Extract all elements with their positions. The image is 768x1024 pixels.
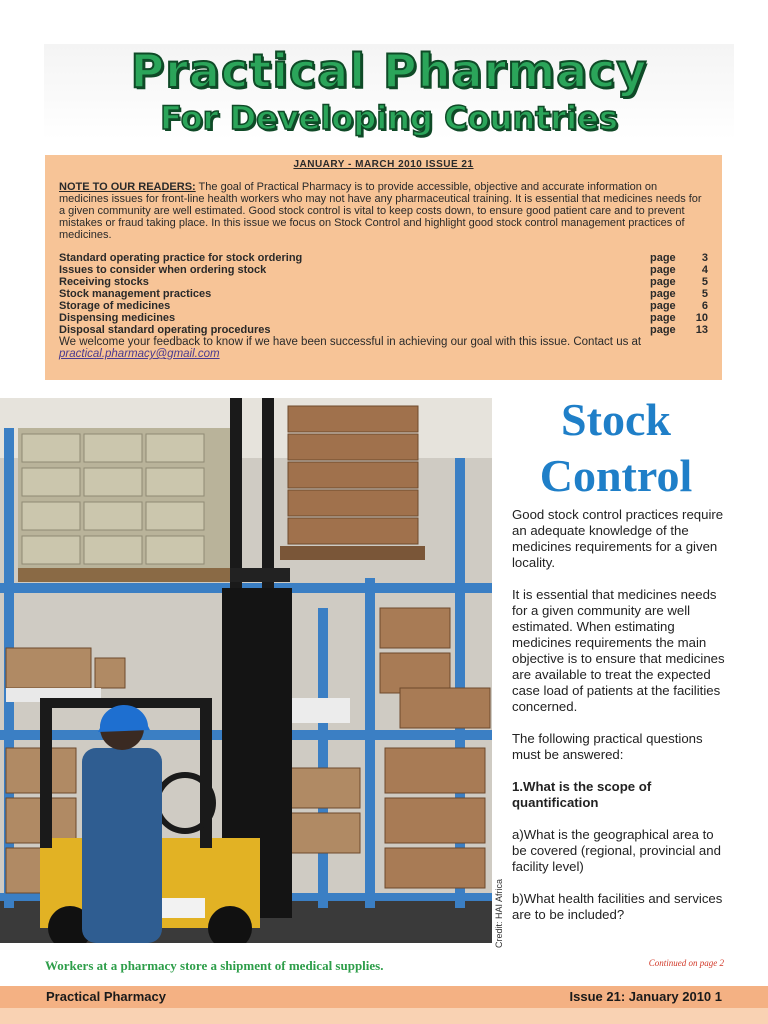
article-paragraph: Good stock control practices require an adequate knowledge of the medicines requirements for a given locality. <box>512 507 724 570</box>
issue-line: JANUARY - MARCH 2010 ISSUE 21 <box>293 159 474 170</box>
continued-note: Continued on page 2 <box>648 958 724 968</box>
photo-credit: Credit: HAI Africa <box>494 878 504 948</box>
warehouse-photo <box>0 398 492 943</box>
toc-item[interactable] <box>59 288 708 300</box>
footer-issue-page: Issue 21: January 2010 1 <box>569 989 722 1004</box>
toc-page-label: page <box>650 252 676 264</box>
article <box>512 392 726 939</box>
note-label: NOTE TO OUR READERS: <box>59 181 196 193</box>
toc-page-number: 3 <box>701 252 708 264</box>
toc-title: Disposal standard operating procedures <box>59 324 271 336</box>
article-question: 1.What is the scope of quantification <box>512 779 652 810</box>
note-text: The goal of Practical Pharmacy is to provide accessible, objective and accurate information on medicines issues for front-line health workers who may not have any pharmaceutical training. It is essential that medicines needs for a given community are well estimated. Good stock control is vital to keep costs down, to ensure good patient care and to prevent mistakes or fraud taking place. In this issue we focus on Stock Control and highlight good stock control management practices of medicines. <box>59 181 702 241</box>
toc-title: Dispensing medicines <box>59 312 176 324</box>
toc-title: Stock management practices <box>59 288 212 300</box>
photo-caption: Workers at a pharmacy store a shipment of medical supplies. <box>45 958 384 973</box>
note-to-readers <box>59 181 708 241</box>
article-paragraph: It is essential that medicines needs for a given community are well estimated. When estimating medicines requirements the main objective is to ensure that medicines are available to treat the expected case load of patients at the facilities concerned. <box>512 587 725 714</box>
footer-strip <box>0 1008 768 1024</box>
table-of-contents <box>59 252 708 336</box>
toc-title: Standard operating practice for stock ordering <box>59 252 303 264</box>
toc-page-label: page <box>650 312 676 324</box>
masthead-subtitle: For Developing Countries <box>160 99 618 137</box>
toc-item[interactable] <box>59 324 708 336</box>
toc-page-label: page <box>650 264 676 276</box>
footer-publication: Practical Pharmacy <box>46 989 166 1004</box>
toc-page-number: 13 <box>695 324 708 336</box>
toc-page-label: page <box>650 288 676 300</box>
article-paragraph: The following practical questions must be answered: <box>512 731 703 762</box>
footer-bar <box>0 986 768 1008</box>
toc-item[interactable] <box>59 252 708 264</box>
toc-item[interactable] <box>59 264 708 276</box>
toc-page-label: page <box>650 276 676 288</box>
toc-page-number: 5 <box>701 276 708 288</box>
toc-page-number: 6 <box>701 300 708 312</box>
toc-page-label: page <box>650 324 676 336</box>
toc-title: Storage of medicines <box>59 300 171 312</box>
toc-page-label: page <box>650 300 676 312</box>
feedback-note <box>59 336 708 360</box>
article-title: Stock Control <box>539 394 693 501</box>
toc-page-number: 4 <box>701 264 708 276</box>
toc-page-number: 5 <box>701 288 708 300</box>
toc-title: Issues to consider when ordering stock <box>59 264 267 276</box>
masthead-title: Practical Pharmacy <box>130 44 648 98</box>
toc-page-number: 10 <box>695 312 708 324</box>
toc-item[interactable] <box>59 312 708 324</box>
toc-title: Receiving stocks <box>59 276 149 288</box>
article-subquestion: a)What is the geographical area to be covered (regional, provincial and facility level) <box>512 827 721 874</box>
feedback-text: We welcome your feedback to know if we have been successful in achieving our goal with this issue. Contact us at <box>59 336 642 348</box>
toc-item[interactable] <box>59 276 708 288</box>
intro-box <box>45 155 722 380</box>
warehouse-photo-illustration <box>0 398 492 943</box>
contact-email-link[interactable]: practical.pharmacy@gmail.com <box>59 348 220 360</box>
article-subquestion: b)What health facilities and services are to be included? <box>512 891 723 922</box>
masthead <box>44 44 734 140</box>
toc-item[interactable] <box>59 300 708 312</box>
